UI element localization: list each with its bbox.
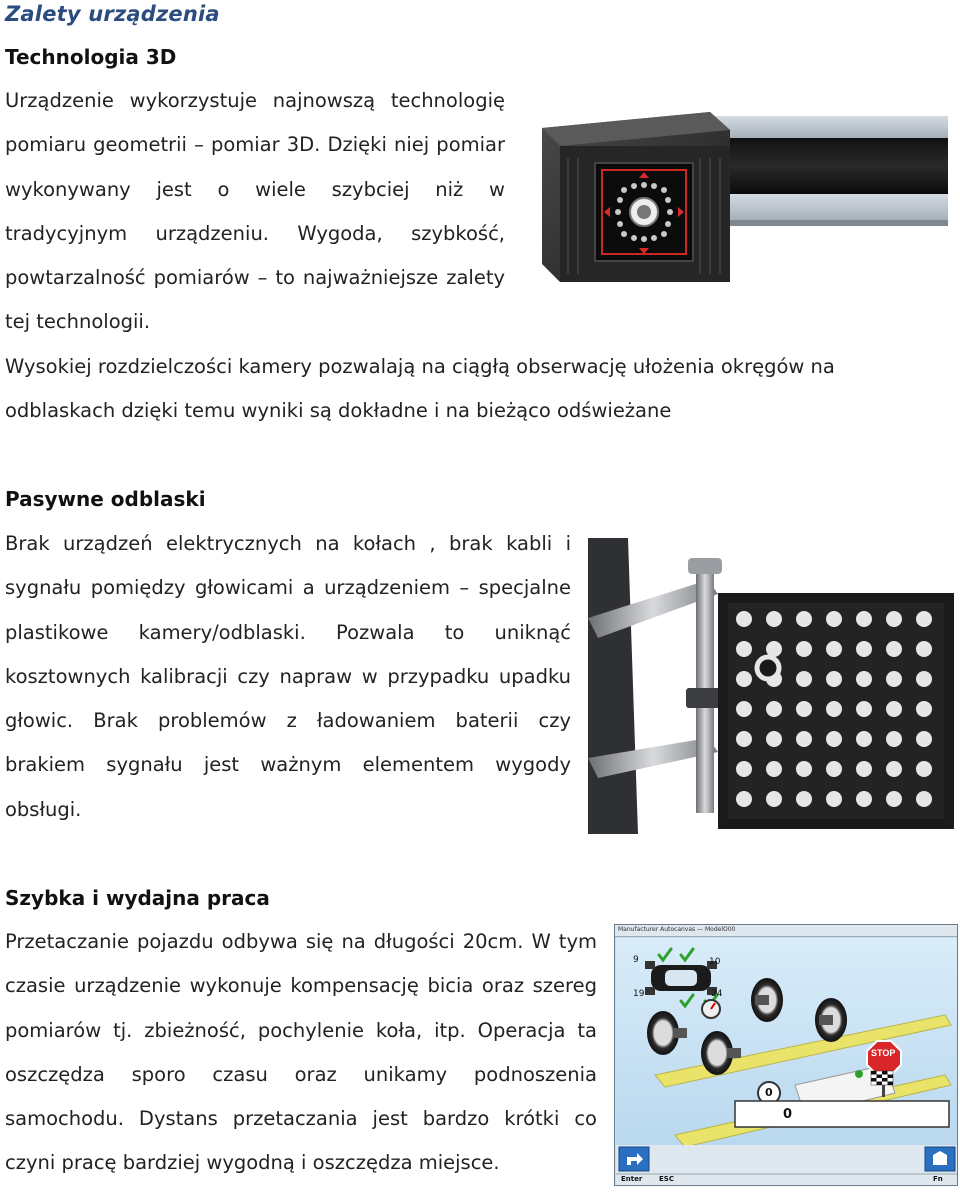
camera-beam-illustration xyxy=(520,68,950,340)
stop-sign-text: STOP xyxy=(871,1048,896,1058)
runout-scene xyxy=(615,925,958,1186)
screen-label-9: 9 xyxy=(633,955,639,965)
paragraph-passive-targets: Brak urządzeń elektrycznych na kołach , brak kabli i sygnału pomiędzy głowicami a urządzeniem – specjalne plastikowe kamery/odblaski. Pozwala to uniknąć kosztownych kalibracji czy napraw w przypadku upadku głowic. Brak problemów z ładowaniem baterii czy brakiem sygnału jest ważnym elementem wygody obsługi. xyxy=(5,532,571,821)
document-title: Zalety urządzenia xyxy=(5,2,220,26)
section-heading-3d: Technologia 3D xyxy=(5,45,177,69)
paragraph-3d-cameras: Wysokiej rozdzielczości kamery pozwalają na ciągłą obserwację ułożenia okręgów na odblaskach dzięki temu wyniki są dokładne i na bieżąco odświeżane xyxy=(5,355,835,423)
footer-key-esc[interactable]: ESC xyxy=(659,1175,674,1183)
camera-beam-figure xyxy=(520,68,950,340)
section-heading-fast: Szybka i wydajna praca xyxy=(5,886,270,910)
screen-titlebar-text: Manufacturer Autocanvas — ModelO00 xyxy=(618,926,736,933)
wheel-target-illustration xyxy=(588,538,956,834)
screen-label-24: 24 xyxy=(711,989,723,999)
runout-screen-figure xyxy=(614,924,958,1186)
screen-counter-large: 0 xyxy=(783,1107,793,1122)
screen-label-10: 10 xyxy=(709,957,721,967)
screen-label-19: 19 xyxy=(633,989,645,999)
footer-key-fn[interactable]: Fn xyxy=(933,1175,943,1183)
section-heading-passive: Pasywne odblaski xyxy=(5,487,206,511)
paragraph-3d-intro: Urządzenie wykorzystuje najnowszą technologię pomiaru geometrii – pomiar 3D. Dzięki niej pomiar wykonywany jest o wiele szybciej niż w tradycyjnym urządzeniu. Wygoda, szybkość, powtarzalność pomiarów – to najważniejsze zalety tej technologii. xyxy=(5,89,505,334)
paragraph-fast-work: Przetaczanie pojazdu odbywa się na długości 20cm. W tym czasie urządzenie wykonuje kompensację bicia oraz szereg pomiarów tj. zbieżność, pochylenie koła, itp. Operacja ta oszczędza sporo czasu oraz unikamy podnoszenia samochodu. Dystans przetaczania jest bardzo krótki co czyni pracę bardziej wygodną i oszczędza miejsce. xyxy=(5,930,597,1175)
wheel-target-figure xyxy=(588,538,956,834)
footer-key-enter[interactable]: Enter xyxy=(621,1175,643,1183)
screen-counter-small: 0 xyxy=(765,1086,773,1099)
